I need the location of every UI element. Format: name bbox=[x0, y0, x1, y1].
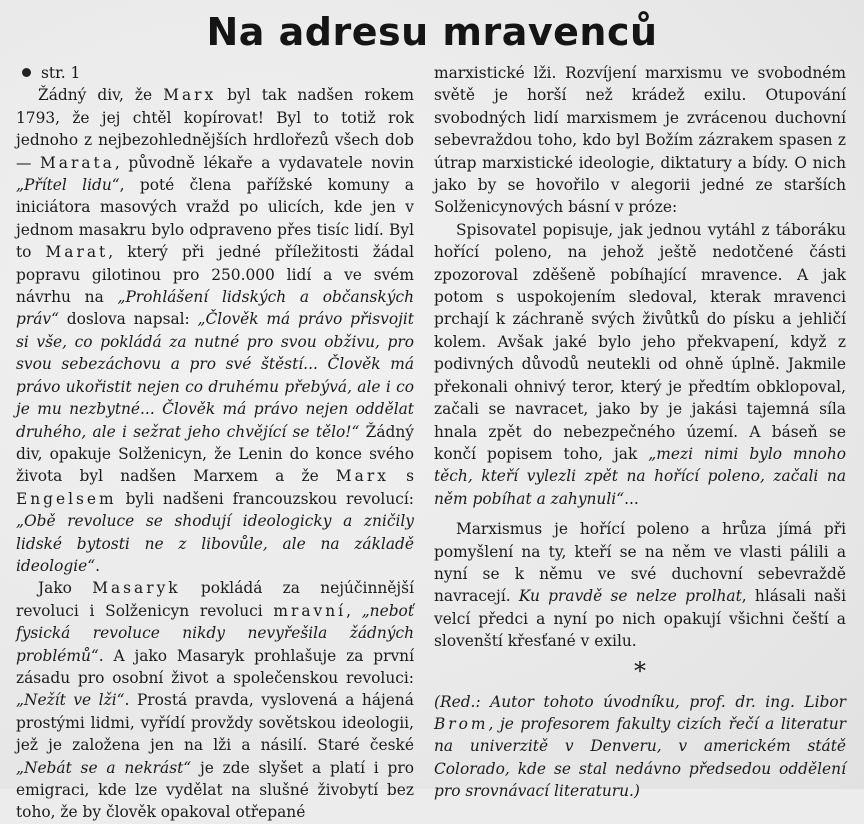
spaced-name: Marat bbox=[45, 243, 109, 262]
left-paragraph-2: Jako Masaryk pokládá za nejúčinnější revoluci i Solženicyn revoluci mravní, „neboť fysická revoluce nikdy nevyřešila žádných problémů“. A jako Masaryk prohlašuje za první zásadu pro osobní život a společenskou revoluci: „Nežít ve lži“. Prostá pravda, vyslovená a hájená prostými lidmi, vyřídí provždy sovětskou ideologii, jež je založena jen na lži a násilí. Staré české „Nebát se a nekrást“ je zde slyšet a platí i pro emigraci, kde lze vydělat na slušné živobytí bez toho, že by člověk opakoval otřepané bbox=[16, 579, 414, 822]
quotation: „mezi nimi bylo mnoho těch, kteří vylezli zpět na hořící poleno, začali na něm pobíhat a zahynuli“ bbox=[434, 444, 847, 508]
quotation: „Obě revoluce se shodují ideologicky a zničily lidské bytosti ne z libovůle, ale na základě ideologie“ bbox=[16, 512, 414, 575]
right-column bbox=[434, 62, 846, 803]
spaced-name: Engelsem bbox=[16, 489, 117, 508]
quotation: Ku pravdě se nelze prolhat bbox=[518, 587, 742, 606]
right-paragraph-3: Marxismus je hořící poleno a hrůza jímá při pomyšlení na ty, kteří se na něm ve vlasti pálili a nyní se k němu ve své duchovní sebevraždě navracejí. Ku pravdě se nelze prolhat, hlásali naši velcí předci a nyní po nich opakují všichni čeští a slovenští křesťané v exilu. bbox=[434, 520, 846, 651]
section-divider-star: * bbox=[634, 656, 646, 685]
spaced-name: Marx bbox=[163, 86, 217, 105]
editor-note: (Red.: Autor tohoto úvodníku, prof. dr. ing. Libor Brom, je profesorem fakulty cizích řečí a literatur na univerzitě v Denveru, v americkém státě Colorado, kde se stal nedávno předsedou oddělení pro srovnávací literaturu.) bbox=[434, 692, 846, 801]
spaced-name: Marata bbox=[40, 153, 115, 172]
left-paragraph-1: str. 1 Žádný div, že Marx byl tak nadšen rokem 1793, že jej chtěl kopírovat! Byl to totiž rok jednoho z nejbezohlednějších hrdlořezů všech dob — Marata, původně lékaře a vydavatele novin „Přítel lidu“, poté člena pařížské komuny a iniciátora masových vražd po ulicích, kde jen v jednom masakru bylo odpraveno přes tisíc lidí. Byl to Marat, který při jedné příležitosti žádal popravu gilotinou pro 250.000 lidí a ve svém návrhu na „Prohlášení lidských a občanských práv“ doslova napsal: „Člověk má právo přisvojit si vše, co pokládá za nutné pro svou obživu, pro svou sebezáchovu a pro své štěstí... Člověk má právo ukořistit nejen co druhému přebývá, ale i co je mu nezbytné... Člověk má právo nejen oddělat druhého, ale i sežrat jeho chvějící se tělo!“ Žádný div, opakuje Solženicyn, že Lenin do konce svého života byl nadšen Marxem a že Marx s Engelsem byli nadšeni francouzskou revolucí: „Obě revoluce se shodují ideologicky a zničily lidské bytosti ne z libovůle, ale na základě ideologie“. bbox=[16, 64, 414, 575]
article-title: Na adresu mravenců bbox=[206, 10, 658, 54]
left-column bbox=[16, 62, 414, 824]
spaced-name: Marx bbox=[335, 467, 389, 486]
quotation: „Nežít ve lži“ bbox=[16, 691, 125, 710]
quotation: „neboť fysická revoluce nikdy nevyřešila žádných problémů“ bbox=[16, 601, 414, 665]
quotation: „Nebát se a nekrást“ bbox=[16, 758, 192, 777]
spaced-name: Brom bbox=[434, 714, 489, 733]
spaced-word: mravní bbox=[273, 601, 347, 620]
page-reference: str. 1 bbox=[41, 64, 81, 82]
right-paragraph-2: Spisovatel popisuje, jak jednou vytáhl z táboráku hořící poleno, na jehož ještě nedotčené části zpozoroval zděšeně pobíhající mravence. A jak potom s uspokojením sledoval, kterak mravenci prchají k záchraně svých živůtků do písku a jehličí kolem. Avšak jaké bylo jeho překvapení, když z podivných důvodů neutekli od ohně úplně. Jakmile překonali ohnivý teror, který je předtím obklopoval, začali se navracet, jako by je jakási tajemná síla hnala zpět do nebezpečného území. A báseň se končí popisem toho, jak „mezi nimi bylo mnoho těch, kteří vylezli zpět na hořící poleno, začali na něm pobíhat a zahynuli“... bbox=[434, 220, 847, 508]
quotation: „Člověk má právo přisvojit si vše, co pokládá za nutné pro svou obživu, pro svou sebezáchovu a pro své štěstí... Člověk má právo ukořistit nejen co druhému přebývá, ale i co je mu nezbytné... Člověk má právo nejen oddělat druhého, ale i sežrat jeho chvějící se tělo!“ bbox=[16, 310, 414, 441]
bullet-icon bbox=[22, 68, 31, 77]
right-paragraph-1: marxistické lži. Rozvíjení marxismu ve svobodném světě je horší než krádež exilu. Otupování svobodných lidí marxismem je zvrácenou duchovní sebevraždou toho, kdo byl Božím zázrakem spasen z útrap marxistické ideologie, diktatury a bídy. O nich jako by se hovořilo v alegorii jedné ze starších Solženicynových básní v próze: bbox=[434, 64, 846, 217]
spaced-name: Masaryk bbox=[92, 579, 181, 598]
